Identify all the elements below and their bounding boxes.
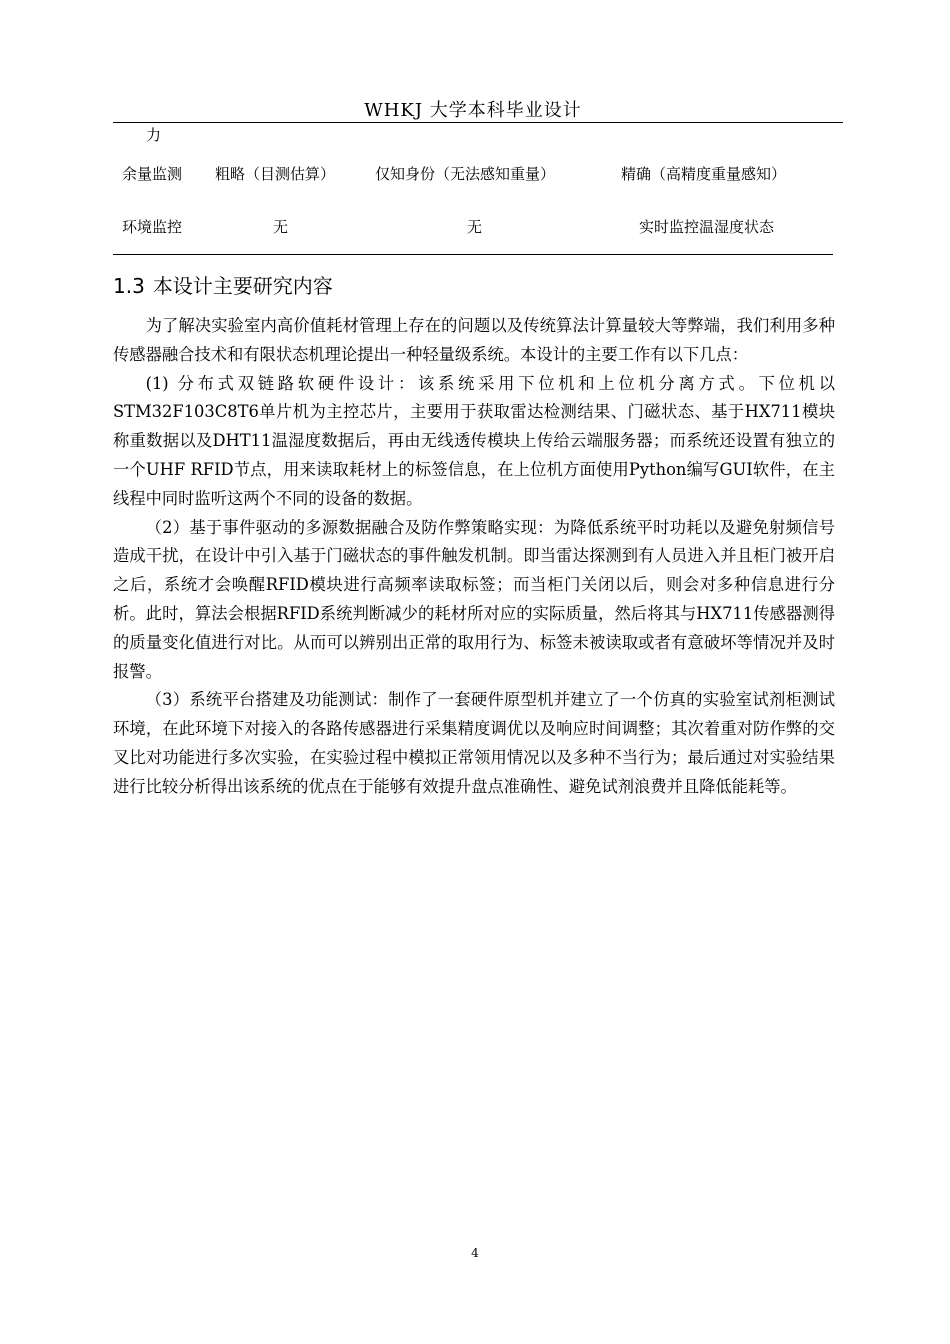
table-cell: 无 — [467, 218, 483, 236]
table-cell: 仅知身份（无法感知重量） — [375, 165, 556, 183]
table-cell-continuation: 力 — [146, 126, 162, 144]
page-number: 4 — [471, 1246, 479, 1260]
table-continuation-row — [113, 124, 833, 144]
section-number: 1.3 — [113, 274, 145, 298]
table-cell: 精确（高精度重量感知） — [621, 165, 787, 183]
table-row — [113, 163, 833, 183]
table-cell-label: 环境监控 — [122, 218, 183, 236]
paragraph-item-1: (1) 分布式双链路软硬件设计：该系统采用下位机和上位机分离方式。下位机以STM32F103C8T6单片机为主控芯片，主要用于获取雷达检测结果、门磁状态、基于HX711模块称重数据以及DHT11温湿度数据后，再由无线透传模块上传给云端服务器；而系统还设置有独立的一个UHF RFID节点，用来读取耗材上的标签信息，在上位机方面使用Python编写GUI软件，在主线程中同时监听这两个不同的设备的数据。 — [113, 373, 835, 508]
table-cell: 粗略（目测估算） — [215, 165, 336, 183]
section-heading — [113, 270, 341, 299]
table-cell: 实时监控温湿度状态 — [639, 218, 775, 236]
section-title: 本设计主要研究内容 — [152, 274, 333, 298]
table-row — [113, 216, 833, 236]
body-text — [113, 312, 835, 802]
paragraph-intro: 为了解决实验室内高价值耗材管理上存在的问题以及传统算法计算量较大等弊端，我们利用多种传感器融合技术和有限状态机理论提出一种轻量级系统。本设计的主要工作有以下几点： — [113, 316, 835, 364]
paragraph-item-3: （3）系统平台搭建及功能测试：制作了一套硬件原型机并建立了一个仿真的实验室试剂柜测试环境，在此环境下对接入的各路传感器进行采集精度调优以及响应时间调整；其次着重对防作弊的交叉比对功能进行多次实验，在实验过程中模拟正常领用情况以及多种不当行为；最后通过对实验结果进行比较分析得出该系统的优点在于能够有效提升盘点准确性、避免试剂浪费并且降低能耗等。 — [113, 690, 835, 796]
table-cell: 无 — [273, 218, 289, 236]
page-header-title: WHKJ 大学本科毕业设计 — [364, 100, 582, 121]
table-cell-label: 余量监测 — [122, 165, 183, 183]
header-rule — [113, 122, 843, 123]
table-bottom-rule — [113, 254, 833, 255]
paragraph-item-2: （2）基于事件驱动的多源数据融合及防作弊策略实现：为降低系统平时功耗以及避免射频信号造成干扰，在设计中引入基于门磁状态的事件触发机制。即当雷达探测到有人员进入并且柜门被开启之后，系统才会唤醒RFID模块进行高频率读取标签；而当柜门关闭以后，则会对多种信息进行分析。此时，算法会根据RFID系统判断减少的耗材所对应的实际质量，然后将其与HX711传感器测得的质量变化值进行对比。从而可以辨别出正常的取用行为、标签未被读取或者有意破坏等情况并及时报警。 — [113, 517, 835, 681]
